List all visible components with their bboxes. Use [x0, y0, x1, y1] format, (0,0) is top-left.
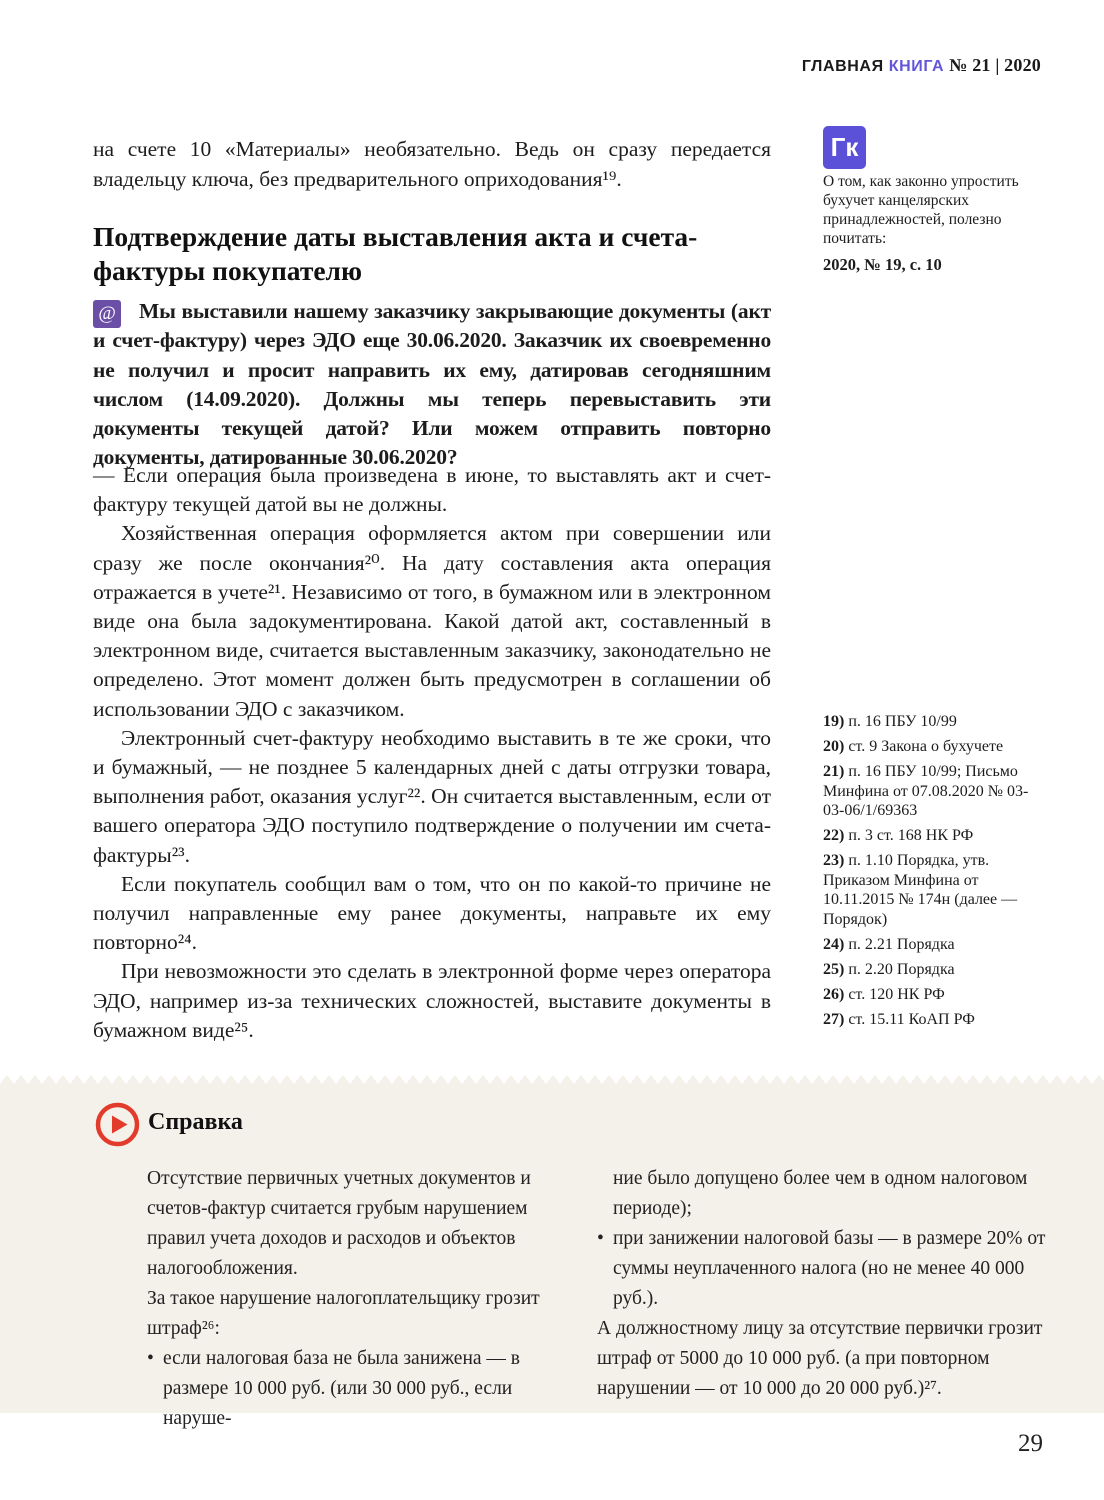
footnote-item: [823, 737, 1047, 757]
gk-logo-text: Гк: [830, 132, 859, 162]
bullet-text: при занижении налоговой базы — в размере 20% от суммы неуплаченного налога (но не менее 40 000 руб.).: [613, 1228, 1046, 1309]
spravka-column-left: [147, 1164, 567, 1434]
spravka-paragraph: Отсутствие первичных учетных документов и счетов-фактур считается грубым нарушением правил учета доходов и расходов и объектов налогообложения.: [147, 1168, 531, 1279]
footnote-item: [823, 712, 1047, 732]
answer-paragraph: Если покупатель сообщил вам о том, что он по какой-то причине не получил направленные ему ранее документы, направьте их ему повторно²⁴.: [93, 871, 771, 955]
footnote-item: [823, 851, 1047, 929]
footnote-number: 22): [823, 827, 845, 844]
sidebar-note-reference: 2020, № 19, с. 10: [823, 255, 942, 274]
footnote-text: п. 16 ПБУ 10/99: [844, 713, 957, 730]
section-title: Подтверждение даты выставления акта и счета-фактуры покупателю: [93, 221, 698, 286]
spravka-title: Справка: [148, 1109, 243, 1135]
footnote-number: 26): [823, 985, 845, 1003]
footnote-item: [823, 960, 1047, 980]
footnotes-list: [823, 712, 1047, 1035]
footnote-number: 21): [823, 763, 845, 780]
page-number: 29: [1018, 1430, 1043, 1457]
footnote-item: [823, 826, 1047, 846]
spravka-column-right: [597, 1164, 1052, 1404]
footnote-text: ст. 9 Закона о бухучете: [844, 738, 1004, 755]
bullet-continuation: ние было допущено более чем в одном налоговом периоде);: [613, 1168, 1028, 1219]
intro-paragraph: на счете 10 «Материалы» необязательно. Ведь он сразу передается владельцу ключа, без предварительного оприходования¹⁹.: [93, 137, 771, 191]
sidebar-note-text: О том, как законно упростить бухучет канцелярских принадлежностей, полезно почитать:: [823, 173, 1019, 247]
footnote-item: [823, 762, 1047, 821]
spravka-paragraph: А должностному лицу за отсутствие первички грозит штраф от 5000 до 10 000 руб. (а при повторном нарушении — от 10 000 до 20 000 руб.)²⁷.: [597, 1318, 1043, 1399]
footnote-text: ст. 15.11 КоАП РФ: [844, 1010, 975, 1028]
bullet-marker: •: [147, 1348, 154, 1369]
question-block: [93, 297, 771, 473]
answer-body: [93, 461, 771, 1045]
bullet-item: [147, 1344, 567, 1434]
footnote-item: [823, 1010, 1047, 1030]
spravka-section: [0, 1084, 1104, 1429]
answer-paragraph: — Если операция была произведена в июне, то выставлять акт и счет-фактуру текущей датой вы не должны.: [93, 463, 771, 517]
footnote-number: 24): [823, 935, 845, 953]
footnote-item: [823, 935, 1047, 955]
footnote-text: п. 16 ПБУ 10/99; Письмо Минфина от 07.08.2020 № 03-03-06/1/69363: [823, 763, 1029, 819]
gk-logo-icon: [823, 126, 866, 169]
sawtooth-edge: [0, 1075, 1104, 1084]
journal-brand-black: ГЛАВНАЯ: [801, 58, 884, 75]
bullet-marker: •: [597, 1228, 604, 1249]
journal-brand-purple: КНИГА: [888, 58, 945, 75]
footnote-item: [823, 985, 1047, 1005]
play-icon: [94, 1101, 141, 1153]
answer-paragraph: Хозяйственная операция оформляется актом при совершении или сразу же после окончания²⁰. На дату составления акта операция отражается в учете²¹. Независимо от того, в бумажном или в электронном виде она была задокументирована. Какой датой акт, составленный в электронном виде, считается выставленным заказчику, законодательно не определено. Этот момент должен быть предусмотрен в соглашении об использовании ЭДО с заказчиком.: [93, 521, 771, 721]
journal-header: [802, 55, 1041, 76]
footnote-text: п. 1.10 Порядка, утв. Приказом Минфина от 10.11.2015 № 174н (далее — Порядок): [823, 852, 1018, 928]
spravka-paragraph: За такое нарушение налогоплательщику грозит штраф²⁶:: [147, 1288, 540, 1339]
sidebar-note: [823, 172, 1045, 274]
bullet-item: [597, 1224, 1052, 1314]
question-text: Мы выставили нашему заказчику закрывающие документы (акт и счет-фактуру) через ЭДО еще 30.06.2020. Заказчик их своевременно не получил и просит направить их ему, датировав сегодняшним числом (14.09.2020). Должны мы теперь перевыставить эти документы текущей датой? Или можем отправить повторно документы, датированные 30.06.2020?: [93, 299, 771, 470]
journal-issue: № 21 | 2020: [949, 55, 1041, 75]
footnote-number: 19): [823, 713, 845, 730]
footnote-text: п. 3 ст. 168 НК РФ: [844, 827, 974, 844]
footnote-number: 20): [823, 738, 845, 755]
footnote-text: п. 2.21 Порядка: [844, 935, 955, 953]
footnote-number: 27): [823, 1010, 845, 1028]
answer-paragraph: Электронный счет-фактуру необходимо выставить в те же сроки, что и бумажный, — не позднее 5 календарных дней с даты отгрузки товара, выполнения работ, оказания услуг²². Он считается выставленным, если от вашего оператора ЭДО поступило подтверждение о получении им счета-фактуры²³.: [93, 725, 771, 867]
footnote-number: 25): [823, 960, 845, 978]
footnote-text: ст. 120 НК РФ: [844, 985, 945, 1003]
footnote-number: 23): [823, 852, 845, 869]
at-icon: @: [93, 300, 121, 328]
bullet-text: если налоговая база не была занижена — в размере 10 000 руб. (или 30 000 руб., если наруше-: [163, 1348, 520, 1429]
answer-paragraph: При невозможности это сделать в электронной форме через оператора ЭДО, например из-за технических сложностей, выставите документы в бумажном виде²⁵.: [93, 959, 771, 1042]
footnote-text: п. 2.20 Порядка: [844, 960, 955, 978]
